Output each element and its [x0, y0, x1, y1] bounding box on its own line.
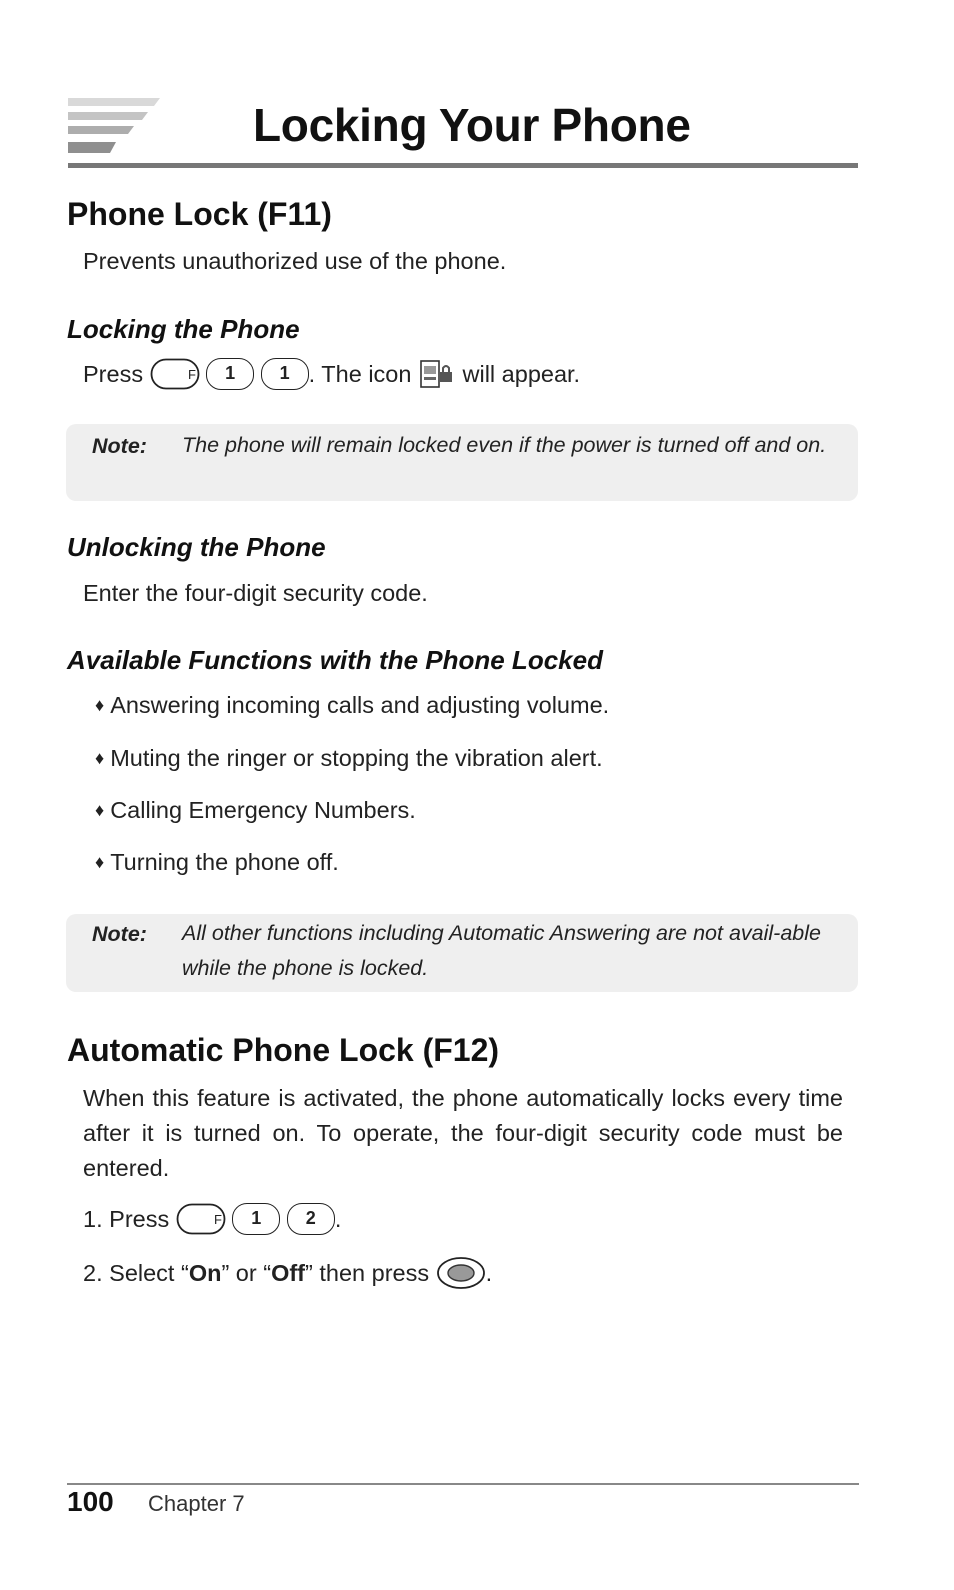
note-label: Note:	[92, 434, 147, 458]
digit-key-icon: 2	[287, 1203, 335, 1235]
page-title: Locking Your Phone	[253, 99, 691, 151]
section-heading-automatic-lock: Automatic Phone Lock (F12)	[67, 1032, 500, 1068]
list-item: ♦ Answering incoming calls and adjusting volume.	[95, 692, 610, 718]
header-stripes-decoration	[68, 98, 168, 156]
option-on: On	[188, 1260, 222, 1287]
digit-key-icon: 1	[232, 1203, 280, 1235]
subheading-available-functions: Available Functions with the Phone Locked	[67, 645, 603, 675]
step-end: .	[485, 1260, 493, 1287]
svg-text:F: F	[187, 367, 196, 382]
note-label: Note:	[92, 922, 147, 946]
locking-instruction	[83, 360, 580, 392]
step-end: .	[334, 1206, 342, 1233]
list-item: ♦ Muting the ringer or stopping the vibration alert.	[95, 745, 603, 771]
svg-text:F: F	[213, 1212, 222, 1227]
step-number: 1.	[83, 1206, 103, 1233]
note-box-power	[66, 424, 858, 501]
lock-status-icon	[418, 358, 456, 390]
function-key-icon	[176, 1203, 226, 1235]
digit-key-icon: 1	[261, 358, 309, 390]
chapter-label: Chapter 7	[148, 1491, 245, 1516]
digit-key-icon: 1	[206, 358, 254, 390]
icon-sentence-mid: . The icon	[308, 361, 412, 388]
note-text: All other functions including Automatic Answering are not avail-able while the phone is locked.	[182, 921, 821, 980]
section-heading-phone-lock: Phone Lock (F11)	[67, 196, 332, 232]
header-rule	[68, 163, 858, 168]
footer-rule	[67, 1483, 859, 1485]
step-number: 2.	[83, 1260, 103, 1287]
automatic-lock-description: When this feature is activated, the phone automatically locks every time after it is turned on. To operate, the four-digit security code must be entered.	[83, 1085, 843, 1181]
press-label: Press	[109, 1206, 170, 1233]
list-item: ♦ Turning the phone off.	[95, 849, 339, 875]
icon-sentence-end: will appear.	[462, 361, 581, 388]
page-number: 100	[67, 1486, 114, 1517]
option-off: Off	[271, 1260, 305, 1287]
ok-key-icon	[436, 1256, 486, 1290]
subheading-locking: Locking the Phone	[67, 314, 300, 344]
function-key-icon	[150, 358, 200, 390]
list-item: ♦ Calling Emergency Numbers.	[95, 797, 416, 823]
subheading-unlocking: Unlocking the Phone	[67, 532, 326, 562]
step-1	[83, 1205, 341, 1237]
step-2: 2. Select “On” or “Off” then press .	[83, 1258, 492, 1292]
phone-lock-description: Prevents unauthorized use of the phone.	[83, 248, 507, 274]
press-label: Press	[83, 361, 144, 388]
note-text: The phone will remain locked even if the power is turned off and on.	[182, 433, 827, 457]
unlocking-text: Enter the four-digit security code.	[83, 580, 428, 606]
note-box-other-functions	[66, 914, 858, 992]
